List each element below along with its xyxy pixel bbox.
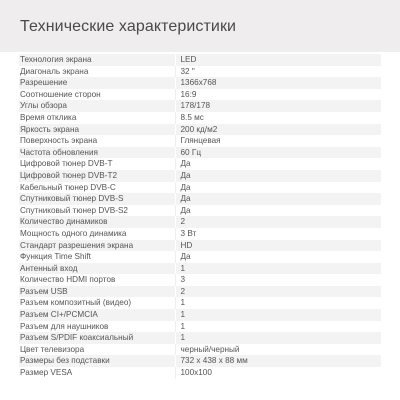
table-row	[19, 332, 381, 344]
table-row	[19, 228, 381, 240]
table-row	[19, 286, 381, 298]
table-row	[19, 77, 381, 89]
table-row	[19, 66, 381, 78]
spec-label: Цифровой тюнер DVB-T	[19, 158, 175, 170]
spec-label: Количество HDMI портов	[19, 274, 175, 286]
table-row	[19, 147, 381, 159]
spec-label: Функция Time Shift	[19, 251, 175, 263]
spec-value: 60 Гц	[175, 147, 381, 159]
page-title: Технические характеристики	[20, 18, 237, 35]
page-header	[0, 0, 400, 52]
spec-label: Разъем CI+/PCMCIA	[19, 309, 175, 321]
spec-value: Да	[175, 158, 381, 170]
spec-value: 732 x 438 x 88 мм	[175, 355, 381, 367]
spec-value: 2	[175, 286, 381, 298]
spec-label: Время отклика	[19, 112, 175, 124]
spec-value: 8.5 мс	[175, 112, 381, 124]
specs-table	[19, 54, 381, 379]
spec-value: Глянцевая	[175, 135, 381, 147]
spec-value: 1	[175, 297, 381, 309]
table-row	[19, 344, 381, 356]
spec-label: Диагональ экрана	[19, 66, 175, 78]
spec-value: Да	[175, 182, 381, 194]
spec-label: Яркость экрана	[19, 124, 175, 136]
spec-label: Цифровой тюнер DVB-T2	[19, 170, 175, 182]
spec-label: Спутниковый тюнер DVB-S2	[19, 205, 175, 217]
spec-label: Антенный вход	[19, 263, 175, 275]
table-row	[19, 170, 381, 182]
spec-label: Разъем S/PDIF коаксиальный	[19, 332, 175, 344]
spec-value: 2	[175, 216, 381, 228]
spec-label: Соотношение сторон	[19, 89, 175, 101]
table-row	[19, 193, 381, 205]
spec-value: 3	[175, 274, 381, 286]
table-row	[19, 112, 381, 124]
table-row	[19, 158, 381, 170]
table-row	[19, 274, 381, 286]
spec-value: Да	[175, 170, 381, 182]
spec-label: Количество динамиков	[19, 216, 175, 228]
spec-value: 178/178	[175, 100, 381, 112]
table-row	[19, 240, 381, 252]
spec-value: 100x100	[175, 367, 381, 379]
spec-label: Разъем композитный (видео)	[19, 297, 175, 309]
spec-label: Частота обновления	[19, 147, 175, 159]
spec-label: Кабельный тюнер DVB-C	[19, 182, 175, 194]
spec-value: 32 "	[175, 66, 381, 78]
table-row	[19, 205, 381, 217]
table-row	[19, 216, 381, 228]
spec-value: 1	[175, 263, 381, 275]
table-row	[19, 263, 381, 275]
spec-label: Поверхность экрана	[19, 135, 175, 147]
spec-label: Технология экрана	[19, 54, 175, 66]
spec-label: Стандарт разрешения экрана	[19, 240, 175, 252]
table-row	[19, 89, 381, 101]
spec-label: Разъем для наушников	[19, 321, 175, 333]
table-row	[19, 135, 381, 147]
spec-value: Да	[175, 251, 381, 263]
table-row	[19, 124, 381, 136]
spec-label: Углы обзора	[19, 100, 175, 112]
table-row	[19, 251, 381, 263]
spec-value: Да	[175, 205, 381, 217]
table-row	[19, 297, 381, 309]
table-row	[19, 367, 381, 379]
spec-value: 3 Вт	[175, 228, 381, 240]
table-row	[19, 321, 381, 333]
spec-label: Размеры без подставки	[19, 355, 175, 367]
spec-label: Разрешение	[19, 77, 175, 89]
spec-value: 1	[175, 309, 381, 321]
table-row	[19, 182, 381, 194]
specs-table-body	[19, 54, 381, 379]
table-row	[19, 100, 381, 112]
spec-label: Размер VESA	[19, 367, 175, 379]
spec-label: Разъем USB	[19, 286, 175, 298]
spec-value: 1	[175, 321, 381, 333]
spec-label: Мощность одного динамика	[19, 228, 175, 240]
table-row	[19, 54, 381, 66]
spec-value: 1	[175, 332, 381, 344]
spec-value: черный/черный	[175, 344, 381, 356]
spec-label: Цвет телевизора	[19, 344, 175, 356]
table-row	[19, 309, 381, 321]
table-row	[19, 355, 381, 367]
spec-value: 200 кд/м2	[175, 124, 381, 136]
spec-value: Да	[175, 193, 381, 205]
spec-value: 16:9	[175, 89, 381, 101]
spec-label: Спутниковый тюнер DVB-S	[19, 193, 175, 205]
spec-value: HD	[175, 240, 381, 252]
spec-value: 1366x768	[175, 77, 381, 89]
spec-value: LED	[175, 54, 381, 66]
